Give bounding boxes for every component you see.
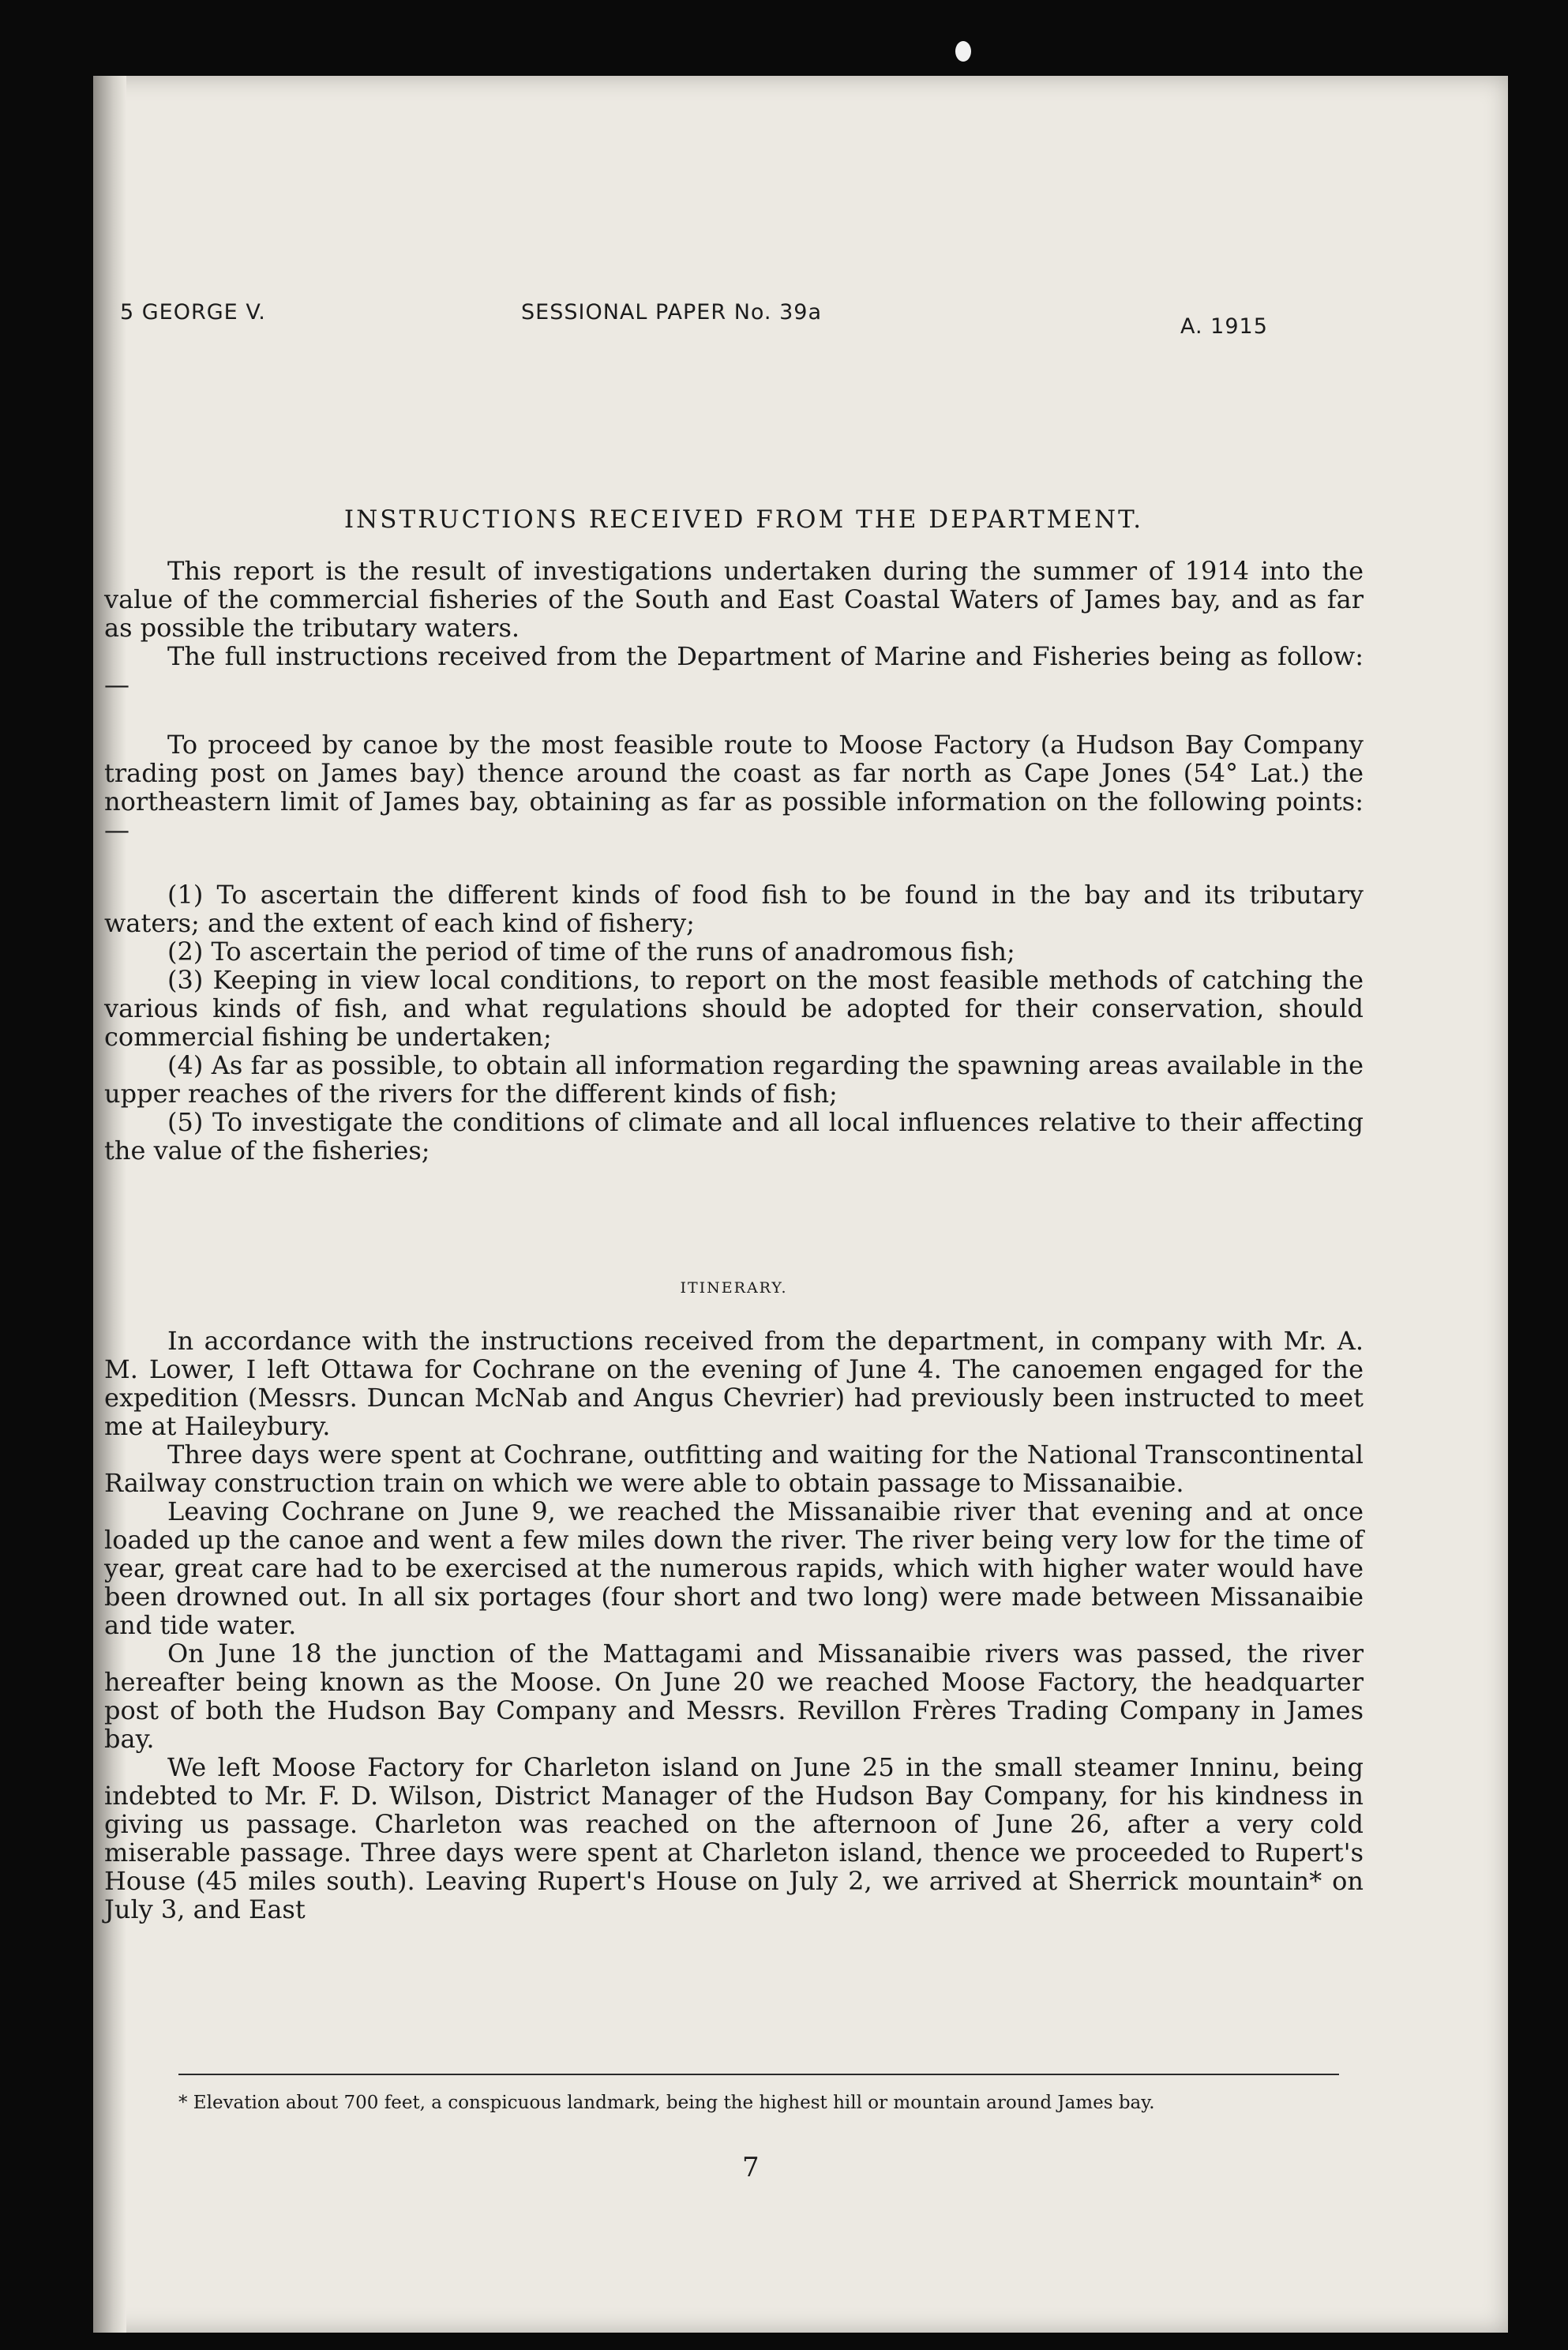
header-center: SESSIONAL PAPER No. 39a — [521, 300, 823, 325]
point-3: (3) Keeping in view local conditions, to report on the most feasible methods of catching the various kinds of fish, and what regulations should be adopted for their conservation, should commercial fishing be undertaken; — [104, 965, 1364, 1052]
points-list — [104, 880, 1364, 1165]
intro-paragraph-1: This report is the result of investigations undertaken during the summer of 1914 into the value of the commercial fisheries of the South and East Coastal Waters of James bay, and as far as possible the tributary waters. — [104, 556, 1364, 643]
point-4: (4) As far as possible, to obtain all information regarding the spawning areas available in the upper reaches of the rivers for the different kinds of fish; — [104, 1050, 1364, 1109]
instruction-block — [104, 730, 1364, 844]
footnote-rule — [178, 2074, 1339, 2075]
itinerary-paragraph-4: On June 18 the junction of the Mattagami and Missanaibie rivers was passed, the river hereafter being known as the Moose. On June 20 we reached Moose Factory, the headquarter post of both the Hudson Bay Company and Messrs. Revillon Frères Trading Company in James bay. — [104, 1639, 1364, 1754]
instruction-paragraph: To proceed by canoe by the most feasible route to Moose Factory (a Hudson Bay Company trading post on James bay) thence around the coast as far north as Cape Jones (54° Lat.) the northeastern limit of James bay, obtaining as far as possible information on the following points:— — [104, 730, 1364, 845]
itinerary-paragraph-5: We left Moose Factory for Charleton island on June 25 in the small steamer Inninu, being indebted to Mr. F. D. Wilson, District Manager of the Hudson Bay Company, for his kindness in giving us passage. Charleton was reached on the afternoon of June 26, after a very cold miserable passage. Three days were spent at Charleton island, thence we proceeded to Rupert's House (45 miles south). Leaving Rupert's House on July 2, we arrived at Sherrick mountain* on July 3, and East — [104, 1752, 1364, 1924]
itinerary-block — [104, 1327, 1364, 1924]
intro-paragraph-2: The full instructions received from the Department of Marine and Fisheries being as follow:— — [104, 641, 1364, 700]
itinerary-paragraph-2: Three days were spent at Cochrane, outfitting and waiting for the National Transcontinental Railway construction train on which we were able to obtain passage to Missanaibie. — [104, 1440, 1364, 1498]
section-title: INSTRUCTIONS RECEIVED FROM THE DEPARTMENT. — [343, 505, 1144, 534]
header-right: A. 1915 — [1180, 314, 1268, 339]
point-5: (5) To investigate the conditions of climate and all local influences relative to their affecting the value of the fisheries; — [104, 1107, 1364, 1166]
scan-artifact-spot — [955, 41, 971, 62]
intro-block — [104, 557, 1364, 699]
page-binding-gutter — [93, 76, 126, 2333]
document-page — [93, 76, 1508, 2333]
page-number: 7 — [742, 2152, 760, 2183]
footnote: * Elevation about 700 feet, a conspicuous landmark, being the highest hill or mountain around James bay. — [178, 2093, 1155, 2113]
point-1: (1) To ascertain the different kinds of food fish to be found in the bay and its tributary waters; and the extent of each kind of fishery; — [104, 880, 1364, 938]
header-left: 5 GEORGE V. — [120, 300, 266, 325]
itinerary-heading: ITINERARY. — [680, 1279, 788, 1297]
itinerary-paragraph-1: In accordance with the instructions received from the department, in company with Mr. A. M. Lower, I left Ottawa for Cochrane on the evening of June 4. The canoemen engaged for the expedition (Messrs. Duncan McNab and Angus Chevrier) had previously been instructed to meet me at Haileybury. — [104, 1326, 1364, 1441]
itinerary-paragraph-3: Leaving Cochrane on June 9, we reached the Missanaibie river that evening and at once loaded up the canoe and went a few miles down the river. The river being very low for the time of year, great care had to be exercised at the numerous rapids, which with higher water would have been drowned out. In all six portages (four short and two long) were made between Missanaibie and tide water. — [104, 1496, 1364, 1640]
point-2: (2) To ascertain the period of time of the runs of anadromous fish; — [167, 937, 1015, 967]
